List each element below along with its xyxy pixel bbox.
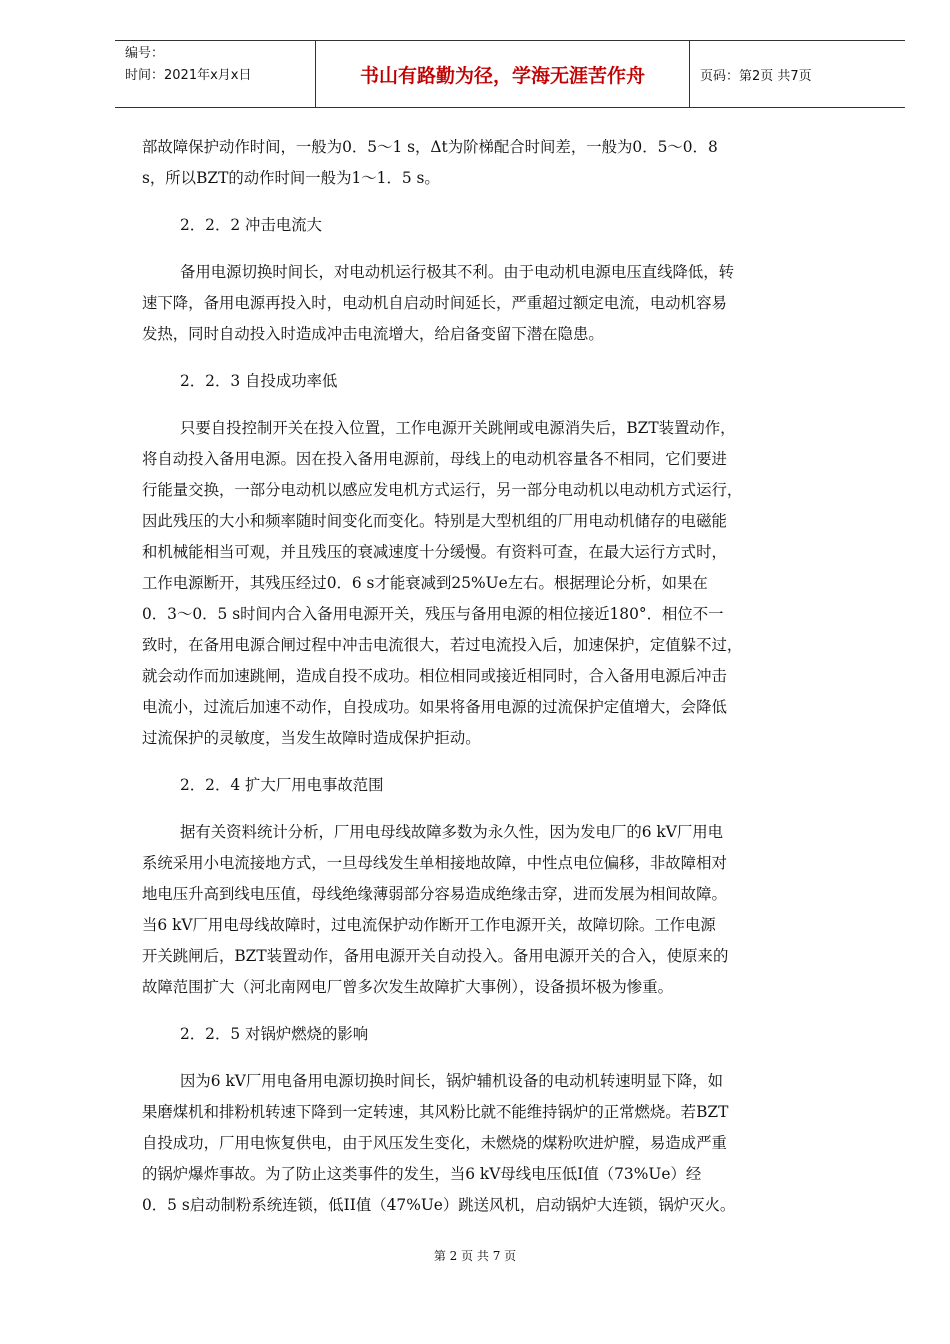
document-body <box>142 132 882 1237</box>
text-line: 0．5 s启动制粉系统连锁，低II值（47%Ue）跳送风机，启动锅炉大连锁，锅炉灭火。 <box>142 1196 736 1214</box>
header-page-number: 页码：第2页 共7页 <box>700 68 812 84</box>
paragraph-bzt-timing <box>142 132 882 194</box>
text-line: 发热，同时自动投入时造成冲击电流增大，给启备变留下潜在隐患。 <box>142 325 604 343</box>
text-line: 过流保护的灵敏度，当发生故障时造成保护拒动。 <box>142 729 481 747</box>
text-line: 备用电源切换时间长，对电动机运行极其不利。由于电动机电源电压直线降低，转 <box>180 263 735 281</box>
page-header <box>115 40 905 108</box>
text-line: 因为6 kV厂用电备用电源切换时间长，锅炉辅机设备的电动机转速明显下降，如 <box>180 1072 724 1090</box>
page-footer: 第 2 页 共 7 页 <box>433 1249 517 1263</box>
text-line: 地电压升高到线电压值，母线绝缘薄弱部分容易造成绝缘击穿，进而发展为相间故障。 <box>142 885 727 903</box>
text-line: 故障范围扩大（河北南网电厂曾多次发生故障扩大事例），设备损坏极为惨重。 <box>142 978 673 996</box>
text-line: 和机械能相当可观，并且残压的衰减速度十分缓慢。有资料可查，在最大运行方式时， <box>142 543 727 561</box>
text-line: 工作电源断开，其残压经过0．6 s才能衰减到25%Ue左右。根据理论分析，如果在 <box>142 574 708 592</box>
text-line: 开关跳闸后，BZT装置动作，备用电源开关自动投入。备用电源开关的合入，使原来的 <box>142 947 729 965</box>
text-line: 果磨煤机和排粉机转速下降到一定转速，其风粉比就不能维持锅炉的正常燃烧。若BZT <box>142 1103 729 1121</box>
text-line: 电流小，过流后加速不动作，自投成功。如果将备用电源的过流保护定值增大，会降低 <box>142 698 727 716</box>
text-line: 的锅炉爆炸事故。为了防止这类事件的发生，当6 kV母线电压低I值（73%Ue）经 <box>142 1165 702 1183</box>
header-motto: 书山有路勤为径，学海无涯苦作舟 <box>316 41 690 107</box>
section-heading-2-2-3: 2．2．3 自投成功率低 <box>180 372 338 390</box>
text-line: 当6 kV厂用电母线故障时，过电流保护动作断开工作电源开关，故障切除。工作电源 <box>142 916 716 934</box>
text-line: 速下降，备用电源再投入时，电动机自启动时间延长，严重超过额定电流，电动机容易 <box>142 294 727 312</box>
text-line: 行能量交换，一部分电动机以感应发电机方式运行，另一部分电动机以电动机方式运行， <box>142 481 743 499</box>
document-number-label: 编号： <box>125 46 165 61</box>
section-heading-2-2-4: 2．2．4 扩大厂用电事故范围 <box>180 776 384 794</box>
document-time-label: 时间：2021年x月x日 <box>125 68 252 83</box>
paragraph-impulse-current <box>142 257 882 350</box>
section-heading-2-2-5: 2．2．5 对锅炉燃烧的影响 <box>180 1025 369 1043</box>
text-line: 系统采用小电流接地方式，一旦母线发生单相接地故障，中性点电位偏移，非故障相对 <box>142 854 727 872</box>
text-line: s，所以BZT的动作时间一般为1～1．5 s。 <box>142 169 440 187</box>
text-line: 将自动投入备用电源。因在投入备用电源前，母线上的电动机容量各不相同，它们要进 <box>142 450 727 468</box>
header-meta <box>115 41 316 107</box>
text-line: 部故障保护动作时间，一般为0．5～1 s，Δt为阶梯配合时间差，一般为0．5～0．8 <box>142 138 718 156</box>
text-line: 就会动作而加速跳闸，造成自投不成功。相位相同或接近相同时，合入备用电源后冲击 <box>142 667 727 685</box>
text-line: 0．3～0．5 s时间内合入备用电源开关，残压与备用电源的相位接近180°．相位不一 <box>142 605 724 623</box>
section-heading-2-2-2: 2．2．2 冲击电流大 <box>180 216 323 234</box>
text-line: 因此残压的大小和频率随时间变化而变化。特别是大型机组的厂用电动机储存的电磁能 <box>142 512 727 530</box>
paragraph-auto-switch-success <box>142 413 882 754</box>
text-line: 自投成功，厂用电恢复供电，由于风压发生变化，未燃烧的煤粉吹进炉膛，易造成严重 <box>142 1134 727 1152</box>
text-line: 致时，在备用电源合闸过程中冲击电流很大，若过电流投入后，加速保护，定值躲不过， <box>142 636 743 654</box>
text-line: 只要自投控制开关在投入位置，工作电源开关跳闸或电源消失后，BZT装置动作， <box>180 419 736 437</box>
text-line: 据有关资料统计分析，厂用电母线故障多数为永久性，因为发电厂的6 kV厂用电 <box>180 823 724 841</box>
paragraph-fault-range <box>142 817 882 1003</box>
paragraph-boiler-combustion <box>142 1066 882 1221</box>
